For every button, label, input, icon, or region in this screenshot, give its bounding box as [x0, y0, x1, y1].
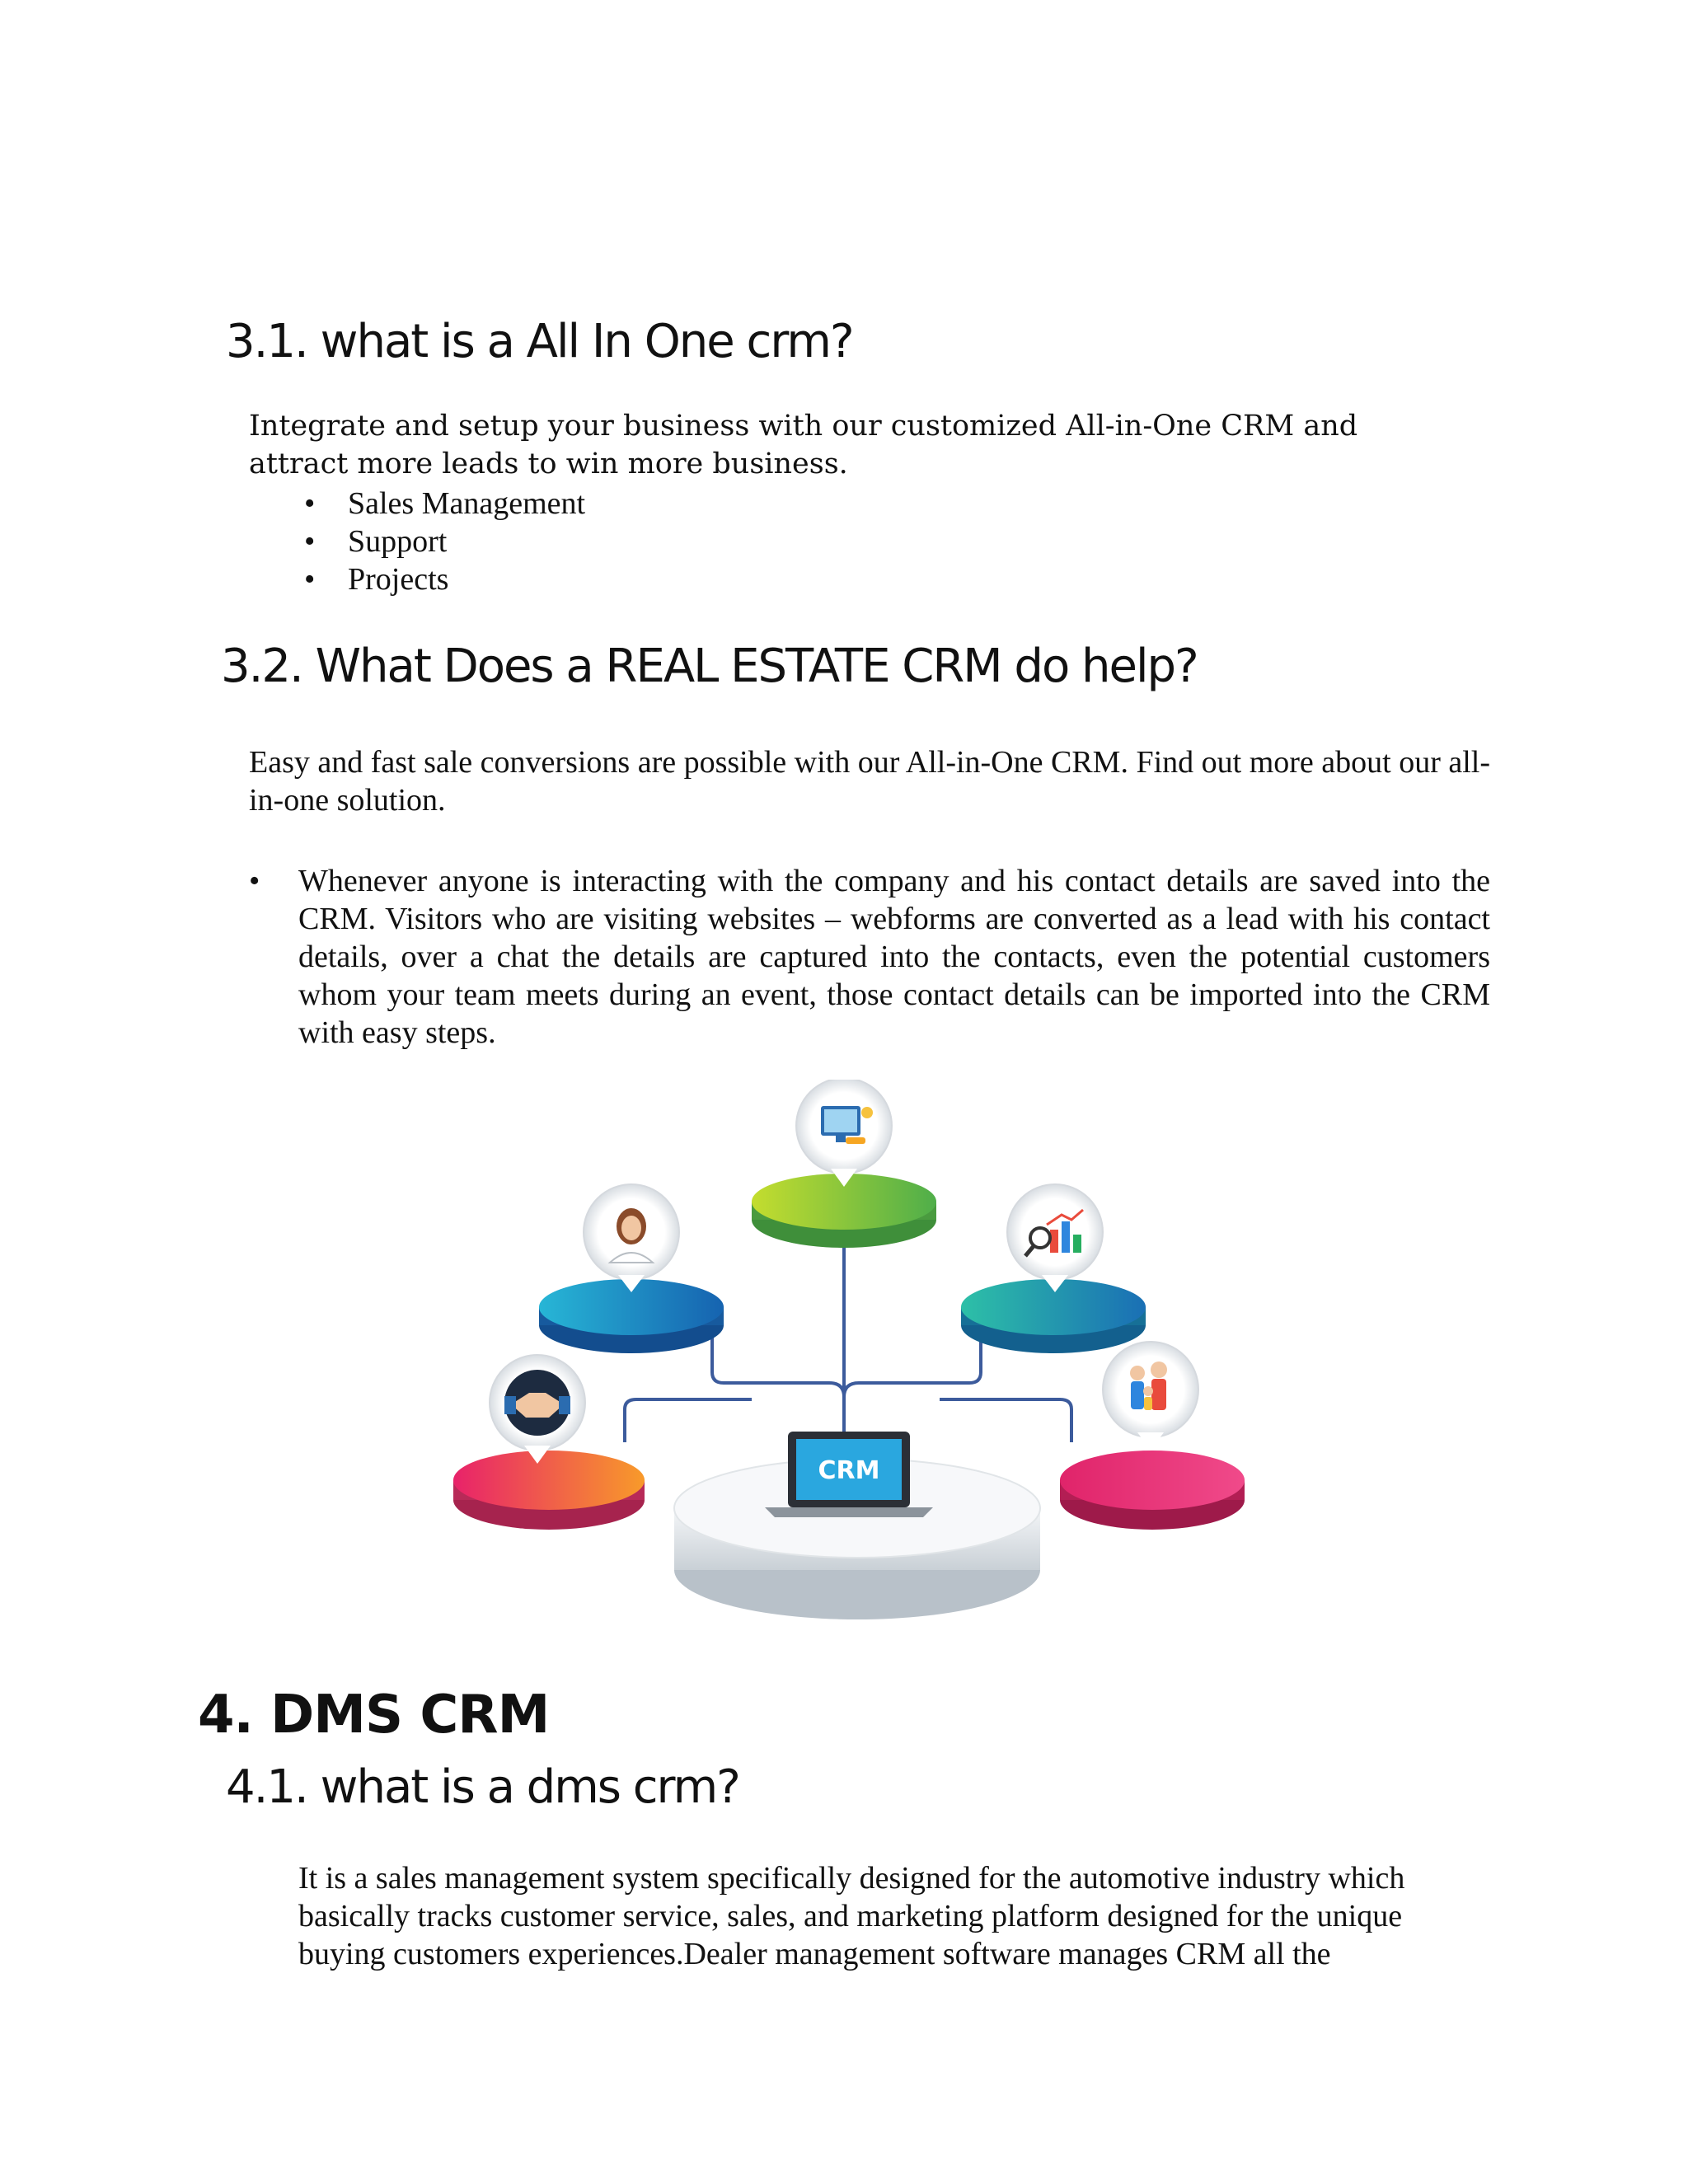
bullet-icon: • [304, 562, 316, 597]
bullet-icon: • [249, 864, 260, 898]
list-item: • Support [304, 524, 448, 559]
section-3-2-bullet-text: Whenever anyone is interacting with the company and his contact details are saved into the CRM. Visitors who are visiting websites – webforms are converted as a lead with his contact details, over a chat the details are captured into the contacts, even the potential customers whom your team meets during an event, those contact details can be imported into the CRM with easy steps. [298, 864, 1490, 1050]
section-3-1-list [304, 485, 586, 598]
section-4-1-body: It is a sales management system specifically designed for the automotive industry which basically tracks customer service, sales, and marketing platform designed for the unique buying customers experiences.Dealer management software manages CRM all the [298, 1861, 1405, 1971]
section-3-2-bullet [249, 862, 1490, 1052]
orange-platform [453, 1355, 645, 1530]
list-item: • Projects [304, 562, 449, 597]
section-3-1-intro: Integrate and setup your business with our customized All-in-One CRM and attract more leads to win more business. [249, 410, 1358, 480]
section-3-2-intro: Easy and fast sale conversions are possible with our All-in-One CRM. Find out more about our all-in-one solution. [249, 745, 1491, 818]
list-item: • Sales Management [304, 486, 586, 521]
section-4-1-heading: 4.1. what is a dms crm? [226, 1760, 739, 1814]
green-platform [752, 1080, 936, 1248]
bullet-icon: • [304, 524, 316, 559]
pink-platform [1060, 1342, 1245, 1530]
bullet-icon: • [304, 486, 316, 521]
laptop-icon [765, 1432, 933, 1517]
section-3-1-heading: 3.1. what is a All In One crm? [226, 315, 853, 368]
crm-hub-diagram [412, 1080, 1278, 1624]
blue-platform [539, 1184, 724, 1353]
handshake-icon [504, 1370, 570, 1436]
section-4-heading: 4. DMS CRM [198, 1685, 550, 1746]
section-3-2-heading: 3.2. What Does a REAL ESTATE CRM do help? [221, 640, 1198, 693]
teal-platform [961, 1184, 1146, 1353]
crm-screen-label: CRM [818, 1456, 880, 1485]
